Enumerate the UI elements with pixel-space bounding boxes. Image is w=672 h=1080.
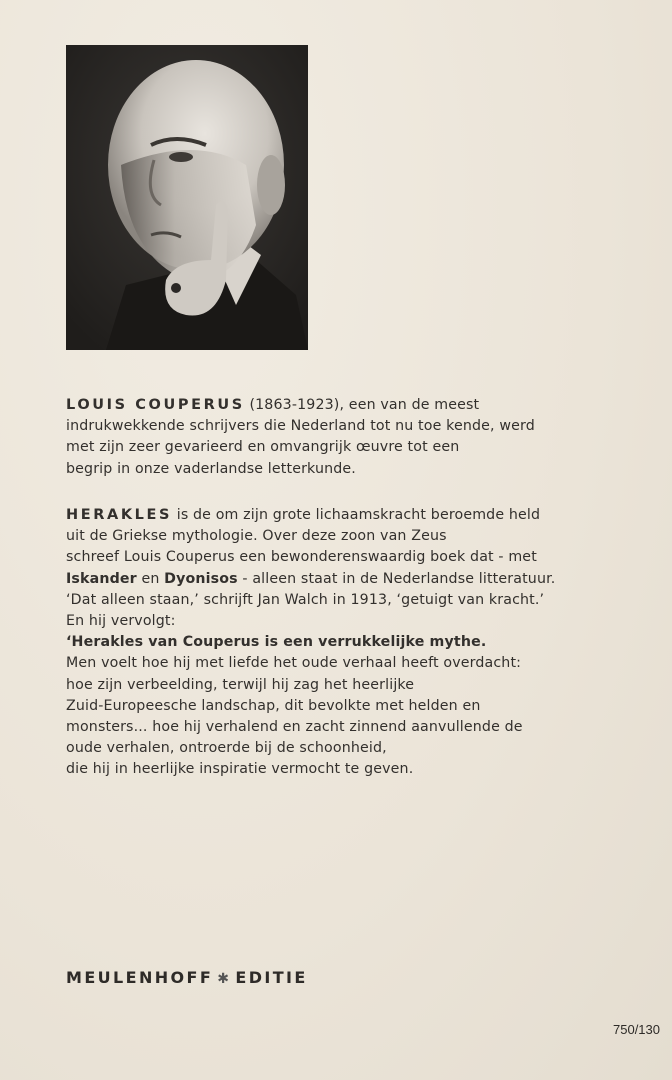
asterisk-icon: ✱ (217, 971, 232, 987)
bio-line-4: begrip in onze vaderlandse letterkunde. (66, 460, 356, 477)
quote-headline: ‘Herakles van Couperus is een verrukkelijke mythe. (66, 634, 487, 651)
edition-label: EDITIE (235, 968, 308, 987)
publisher-imprint (66, 968, 308, 987)
bio-line-1: LOUIS COUPERUS (1863-1923), een van de meest (66, 397, 480, 413)
desc-line-2: uit de Griekse mythologie. Over deze zoon van Zeus (66, 528, 447, 545)
desc-line-1: HERAKLES is de om zijn grote lichaamskracht beroemde held (66, 507, 541, 523)
bio-line-2: indrukwekkende schrijvers die Nederland tot nu toe kende, werd (66, 418, 535, 435)
desc-line-5: ‘Dat alleen staan,’ schrijft Jan Walch in 1913, ‘getuigt van kracht.’ (66, 591, 545, 608)
publisher-name: MEULENHOFF (66, 968, 214, 987)
related-title-dyonisos: Dyonisos (164, 570, 238, 587)
quote-line-4: monsters... hoe hij verhalend en zacht zinnend aanvullende de (66, 719, 523, 736)
catalog-code: 750/130 (613, 1022, 660, 1037)
quote-line-2: hoe zijn verbeelding, terwijl hij zag het heerlijke (66, 676, 415, 693)
book-description-paragraph (66, 505, 626, 781)
quote-line-5: oude verhalen, ontroerde bij de schoonheid, (66, 740, 387, 757)
bio-line-3: met zijn zeer gevarieerd en omvangrijk œuvre tot een (66, 439, 460, 456)
author-name: LOUIS COUPERUS (66, 397, 245, 413)
portrait-image (66, 45, 308, 350)
author-portrait-photo (66, 45, 308, 350)
book-title: HERAKLES (66, 507, 173, 523)
desc-line-6: En hij vervolgt: (66, 613, 176, 630)
quote-line-1: Men voelt hoe hij met liefde het oude verhaal heeft overdacht: (66, 655, 522, 672)
desc-line-3: schreef Louis Couperus een bewonderenswaardig boek dat - met (66, 549, 537, 566)
desc-line-4: Iskander en Dyonisos - alleen staat in de Nederlandse litteratuur. (66, 570, 556, 587)
quote-line-3: Zuid-Europeesche landschap, dit bevolkte met helden en (66, 697, 481, 714)
related-title-iskander: Iskander (66, 570, 137, 587)
author-bio-paragraph (66, 395, 626, 480)
quote-line-6: die hij in heerlijke inspiratie vermocht te geven. (66, 761, 414, 778)
